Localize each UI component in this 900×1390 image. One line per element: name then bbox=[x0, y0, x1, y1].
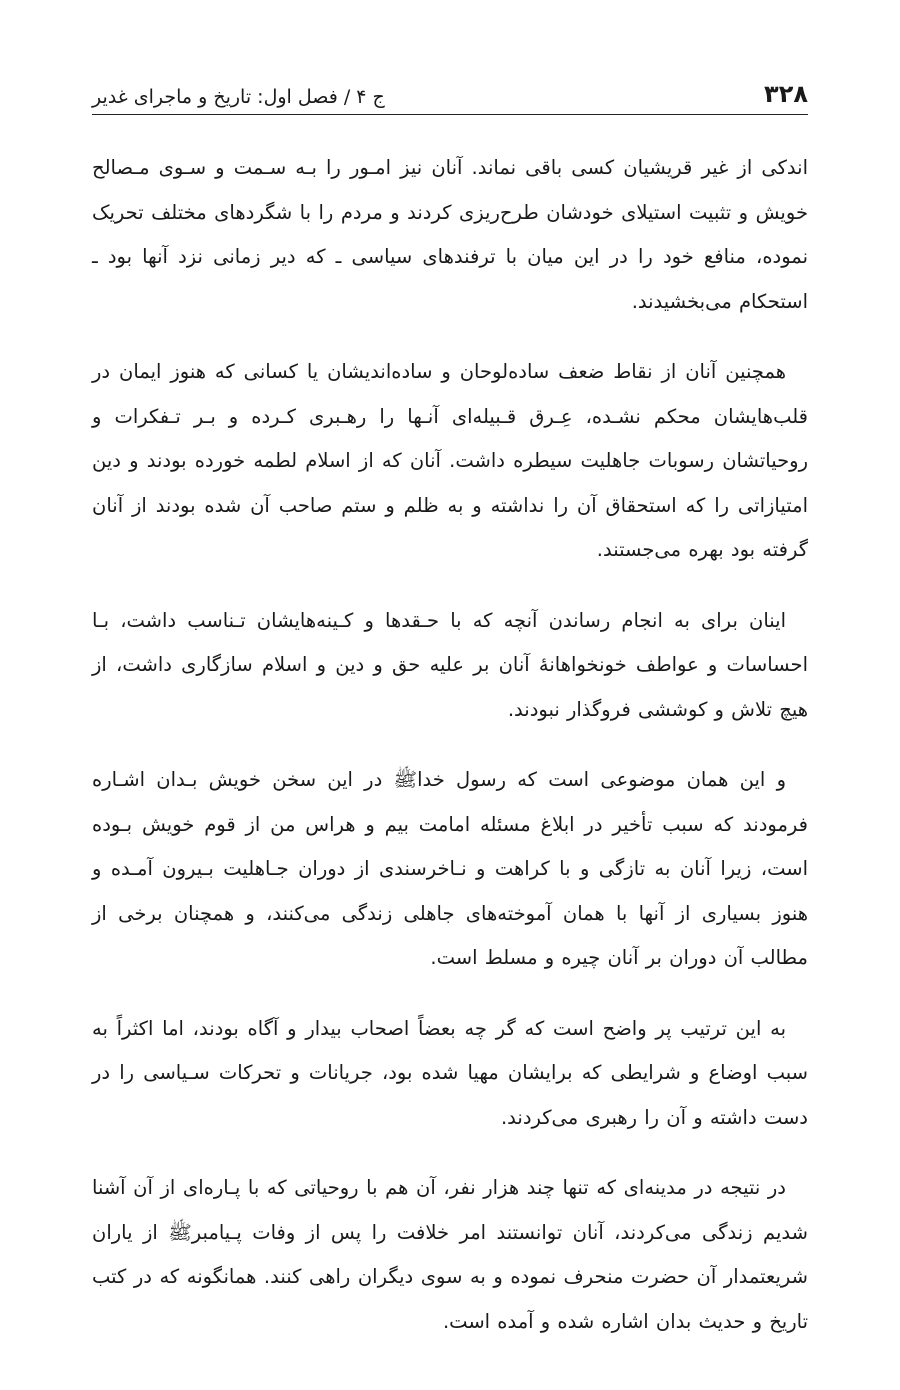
paragraph-1: اندکی از غیر قریشیان کسی باقی نماند. آنان نیز امـور را بـه سـمت و سـوی مـصالح خویش و تثبیت استیلای خودشان طرح‌ریزی کردند و مردم را با شگردهای مختلف تحریک نموده، منافع خود را در این میان با ترفندهای سیاسی ـ که دیر زمانی نزد آنها بود ـ استحکام می‌بخشیدند. bbox=[92, 156, 808, 313]
paragraph-4: و این همان موضوعی است که رسول خداﷺ در این سخن خویش بـدان اشـاره فرمودند که سبب تأخیر در ابلاغ مسئله امامت بیم و هراس من از قوم خویش بـوده است، زیرا آنان به تازگی و با کراهت و نـاخرسندی از دوران جـاهلیت بـیرون آمـده و هنوز بسیاری از آنها با همان آموخته‌های جاهلی زندگی می‌کنند، و همچنان برخی از مطالب آن دوران بر آنان چیره و مسلط است. bbox=[92, 768, 808, 969]
paragraph-3: اینان برای به انجام رساندن آنچه که با حـقدها و کـینه‌هایشان تـناسب داشت، بـا احساسات و عواطف خونخواهانهٔ آنان بر علیه حق و دین و اسلام سازگاری داشت، از هیچ تلاش و کوششی فروگذار نبودند. bbox=[92, 608, 808, 721]
paragraph-5: به این ترتیب پر واضح است که گر چه بعضاً اصحاب بیدار و آگاه بودند، اما اکثراً به سبب اوضاع و شرایطی که برایشان مهیا شده بود، جریانات و تحرکات سـیاسی را در دست داشته و آن را رهبری می‌کردند. bbox=[92, 1016, 808, 1129]
page-number: ۳۲۸ bbox=[764, 80, 808, 108]
body-text bbox=[92, 146, 808, 1370]
book-page bbox=[92, 0, 808, 1390]
paragraph-2: همچنین آنان از نقاط ضعف ساده‌لوحان و ساده‌اندیشان یا کسانی که هنوز ایمان در قلب‌هایشان محکم نشـده، عِـرق قـبیله‌ای آنـها را رهـبری کـرده و بـر تـفکرات و روحیاتشان رسوبات جاهلیت سیطره داشت. آنان که از اسلام لطمه خورده بودند و دین امتیازاتی را که استحقاق آن را نداشته و به ظلم و ستم صاحب آن شده بودند از آنان گرفته بود بهره می‌جستند. bbox=[92, 360, 808, 561]
paragraph-6: در نتیجه در مدینه‌ای که تنها چند هزار نفر، آن هم با روحیاتی که با پـاره‌ای از آن آشنا شدیم زندگی می‌کردند، آنان توانستند امر خلافت را پس از وفات پـیامبرﷺ از یاران شریعتمدار آن حضرت منحرف نموده و به سوی دیگران راهی کنند. همانگونه که در کتب تاریخ و حدیث بدان اشاره شده و آمده است. bbox=[92, 1176, 808, 1333]
running-header-title: ج ۴ / فصل اول: تاریخ و ماجرای غدیر bbox=[92, 86, 385, 108]
running-header bbox=[92, 68, 808, 115]
